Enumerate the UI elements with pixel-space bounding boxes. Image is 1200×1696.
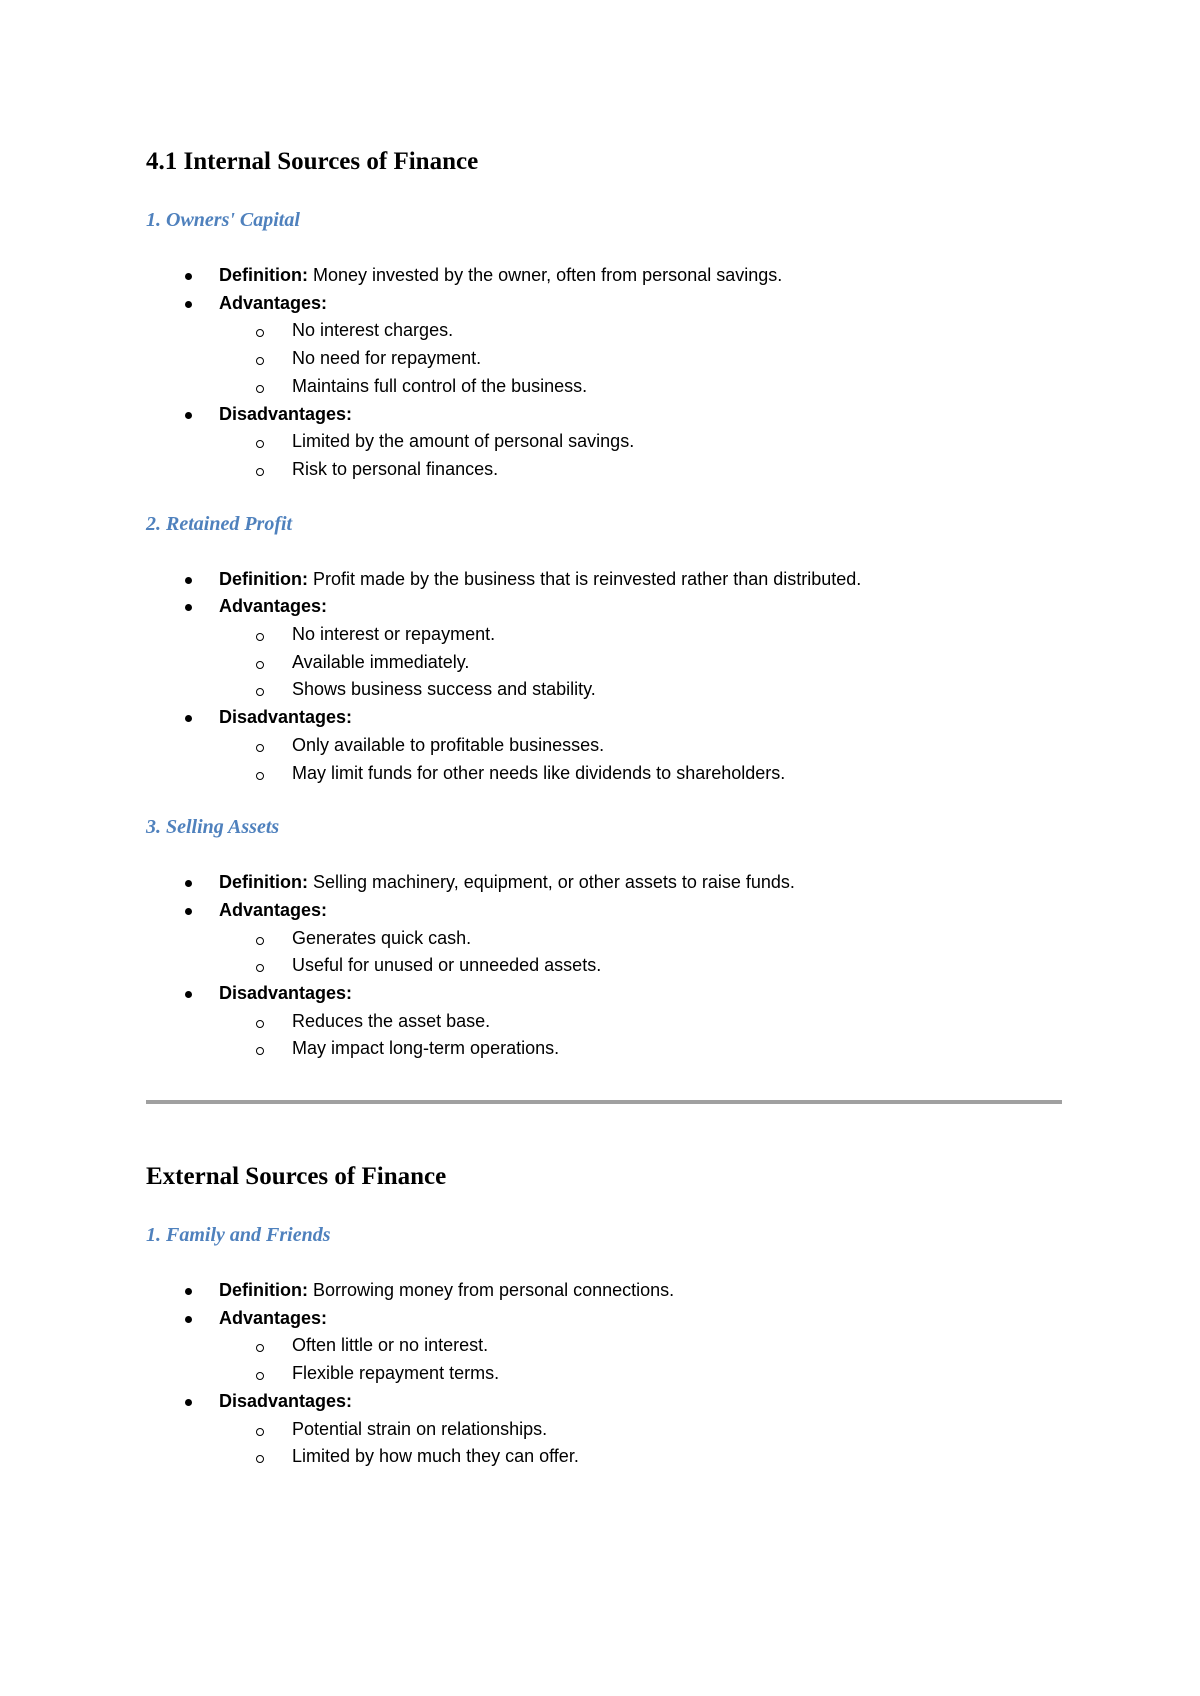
bullet-icon bbox=[185, 991, 192, 998]
disadvantages-label: Disadvantages: bbox=[219, 707, 353, 728]
circle-bullet-icon bbox=[256, 357, 264, 365]
list-item bbox=[146, 760, 1066, 788]
definition-label: Definition: bbox=[219, 1280, 308, 1300]
disadvantages-item bbox=[146, 704, 1066, 787]
advantages-item bbox=[146, 1305, 1066, 1388]
source-block bbox=[146, 1221, 1066, 1471]
advantages-label: Advantages: bbox=[219, 292, 328, 313]
list-item bbox=[146, 952, 1066, 980]
list-item bbox=[146, 676, 1066, 704]
circle-bullet-icon bbox=[256, 385, 264, 393]
list-item bbox=[146, 317, 1066, 345]
disadvantages-item bbox=[146, 980, 1066, 1063]
circle-bullet-icon bbox=[256, 1455, 264, 1463]
bullet-icon bbox=[185, 715, 192, 722]
circle-bullet-icon bbox=[256, 1428, 264, 1436]
list-item-text: Limited by how much they can offer. bbox=[292, 1446, 579, 1467]
definition-item bbox=[146, 869, 1066, 897]
horizontal-divider bbox=[146, 1100, 1062, 1104]
bullet-icon bbox=[185, 880, 192, 887]
circle-bullet-icon bbox=[256, 964, 264, 972]
bullet-icon bbox=[185, 273, 192, 280]
list-item-text: Risk to personal finances. bbox=[292, 458, 499, 479]
source-title: 1. Family and Friends bbox=[146, 1224, 331, 1246]
disadvantages-list bbox=[146, 1008, 1066, 1063]
list-item-text: Available immediately. bbox=[292, 651, 470, 672]
definition-text: Profit made by the business that is reinvested rather than distributed. bbox=[307, 568, 862, 589]
source-block bbox=[146, 813, 1066, 1063]
list-item-text: Reduces the asset base. bbox=[292, 1010, 491, 1031]
circle-bullet-icon bbox=[256, 1047, 264, 1055]
bullet-icon bbox=[185, 604, 192, 611]
list-item-text: No interest or repayment. bbox=[292, 624, 496, 645]
source-title: 1. Owners' Capital bbox=[146, 209, 300, 231]
bullet-icon bbox=[185, 908, 192, 915]
list-item-text: May impact long-term operations. bbox=[292, 1038, 560, 1059]
definition-label: Definition: bbox=[219, 265, 308, 285]
internal-sources-section bbox=[146, 140, 1066, 1063]
list-item bbox=[146, 1332, 1066, 1360]
list-item-text: Useful for unused or unneeded assets. bbox=[292, 955, 602, 976]
bullet-icon bbox=[185, 577, 192, 584]
circle-bullet-icon bbox=[256, 1372, 264, 1380]
bullet-icon bbox=[185, 1288, 192, 1295]
circle-bullet-icon bbox=[256, 633, 264, 641]
list-item bbox=[146, 732, 1066, 760]
advantages-list bbox=[146, 317, 1066, 400]
circle-bullet-icon bbox=[256, 661, 264, 669]
list-item bbox=[146, 621, 1066, 649]
circle-bullet-icon bbox=[256, 1344, 264, 1352]
disadvantages-item bbox=[146, 401, 1066, 484]
list-item bbox=[146, 649, 1066, 677]
list-item bbox=[146, 345, 1066, 373]
circle-bullet-icon bbox=[256, 688, 264, 696]
definition-text: Selling machinery, equipment, or other assets to raise funds. bbox=[307, 872, 795, 893]
list-item bbox=[146, 456, 1066, 484]
source-title: 2. Retained Profit bbox=[146, 512, 293, 535]
disadvantages-label: Disadvantages: bbox=[219, 403, 353, 424]
source-details bbox=[146, 566, 1066, 788]
list-item bbox=[146, 1416, 1066, 1444]
circle-bullet-icon bbox=[256, 468, 264, 476]
bullet-icon bbox=[185, 1399, 192, 1406]
disadvantages-list bbox=[146, 428, 1066, 483]
list-item bbox=[146, 1008, 1066, 1036]
circle-bullet-icon bbox=[256, 772, 264, 780]
list-item-text: Often little or no interest. bbox=[292, 1335, 489, 1356]
circle-bullet-icon bbox=[256, 937, 264, 945]
disadvantages-label: Disadvantages: bbox=[219, 983, 353, 1004]
definition-text: Borrowing money from personal connections. bbox=[307, 1280, 675, 1300]
source-block bbox=[146, 510, 1066, 788]
list-item bbox=[146, 1443, 1066, 1471]
definition-item bbox=[146, 262, 1066, 290]
source-details bbox=[146, 262, 1066, 484]
source-title: 3. Selling Assets bbox=[146, 816, 280, 839]
disadvantages-item bbox=[146, 1388, 1066, 1471]
list-item-text: Only available to profitable businesses. bbox=[292, 734, 605, 755]
circle-bullet-icon bbox=[256, 1020, 264, 1028]
list-item-text: May limit funds for other needs like dividends to shareholders. bbox=[292, 762, 786, 783]
list-item bbox=[146, 1035, 1066, 1063]
circle-bullet-icon bbox=[256, 440, 264, 448]
circle-bullet-icon bbox=[256, 329, 264, 337]
list-item-text: No interest charges. bbox=[292, 320, 454, 341]
source-details bbox=[146, 1277, 1066, 1471]
list-item bbox=[146, 1360, 1066, 1388]
definition-item bbox=[146, 1277, 1066, 1305]
list-item-text: Shows business success and stability. bbox=[292, 679, 596, 700]
definition-text: Money invested by the owner, often from personal savings. bbox=[307, 265, 783, 285]
definition-label: Definition: bbox=[219, 872, 308, 893]
disadvantages-list bbox=[146, 732, 1066, 787]
advantages-label: Advantages: bbox=[219, 899, 328, 920]
list-item-text: Flexible repayment terms. bbox=[292, 1363, 500, 1384]
list-item bbox=[146, 373, 1066, 401]
disadvantages-list bbox=[146, 1416, 1066, 1471]
disadvantages-label: Disadvantages: bbox=[219, 1390, 353, 1411]
advantages-list bbox=[146, 925, 1066, 980]
advantages-list bbox=[146, 1332, 1066, 1387]
circle-bullet-icon bbox=[256, 744, 264, 752]
list-item-text: Maintains full control of the business. bbox=[292, 375, 588, 396]
advantages-label: Advantages: bbox=[219, 1307, 328, 1328]
list-item bbox=[146, 925, 1066, 953]
list-item-text: Potential strain on relationships. bbox=[292, 1418, 548, 1439]
advantages-list bbox=[146, 621, 1066, 704]
list-item-text: Generates quick cash. bbox=[292, 927, 472, 948]
definition-item bbox=[146, 566, 1066, 594]
advantages-item bbox=[146, 897, 1066, 980]
definition-label: Definition: bbox=[219, 568, 308, 589]
bullet-icon bbox=[185, 301, 192, 308]
external-sources-heading: External Sources of Finance bbox=[146, 1163, 447, 1190]
source-block bbox=[146, 206, 1066, 484]
list-item-text: Limited by the amount of personal savings. bbox=[292, 431, 635, 452]
internal-sources-heading: 4.1 Internal Sources of Finance bbox=[146, 148, 479, 175]
bullet-icon bbox=[185, 412, 192, 419]
list-item bbox=[146, 428, 1066, 456]
bullet-icon bbox=[185, 1316, 192, 1323]
source-details bbox=[146, 869, 1066, 1063]
advantages-label: Advantages: bbox=[219, 596, 328, 617]
advantages-item bbox=[146, 290, 1066, 401]
list-item-text: No need for repayment. bbox=[292, 348, 482, 369]
external-sources-section bbox=[146, 1155, 1066, 1471]
advantages-item bbox=[146, 593, 1066, 704]
